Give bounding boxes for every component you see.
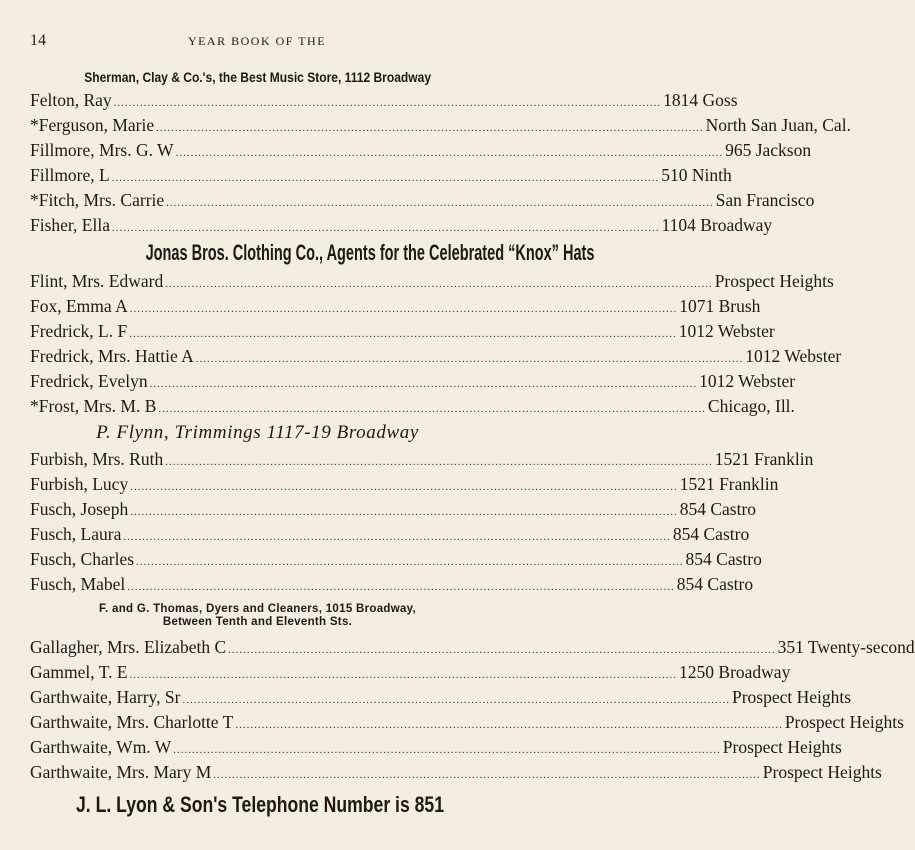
advertisement-line [30, 787, 485, 823]
entry-address: 1012 Webster [699, 371, 796, 391]
directory-entry [30, 163, 732, 188]
entry-name: Fredrick, L. F [30, 321, 128, 341]
advertisement-line [30, 238, 595, 268]
entry-address: Chicago, Ill. [707, 396, 795, 416]
entry-name: Fusch, Joseph [30, 499, 129, 519]
entry-address: 854 Castro [672, 524, 750, 544]
directory-entry [30, 447, 814, 472]
entry-address: North San Juan, Cal. [705, 115, 851, 135]
directory-entry [30, 572, 754, 597]
advertisement-text: J. L. Lyon & Son's Telephone Number is 851 [76, 792, 444, 817]
directory-entry [30, 497, 757, 522]
entry-address: Prospect Heights [762, 762, 882, 782]
leader-dots [235, 713, 783, 738]
leader-dots [165, 450, 713, 475]
page-header [30, 32, 484, 52]
directory-entry [30, 710, 904, 735]
directory-entry [30, 760, 882, 785]
leader-dots [130, 663, 678, 688]
entry-address: 1104 Broadway [661, 215, 773, 235]
advertisement-text: Sherman, Clay & Co.'s, the Best Music Store, 1112 Broadway [84, 69, 431, 85]
entry-address: 854 Castro [676, 574, 754, 594]
entry-name: Garthwaite, Mrs. Mary M [30, 762, 212, 782]
entry-address: 854 Castro [679, 499, 757, 519]
directory-entry [30, 635, 915, 660]
entry-address: 854 Castro [685, 549, 762, 569]
advertisement-text: F. and G. Thomas, Dyers and Cleaners, 1015 Broadway, [98, 603, 417, 615]
entry-name: Felton, Ray [30, 90, 112, 110]
entry-address: 510 Ninth [661, 165, 732, 185]
entry-name: *Ferguson, Marie [30, 115, 155, 135]
entry-address: Prospect Heights [731, 687, 852, 707]
entry-name: Garthwaite, Harry, Sr [30, 687, 181, 707]
leader-dots [173, 738, 721, 763]
directory-entry [30, 735, 842, 760]
leader-dots [130, 475, 678, 500]
entry-name: Fredrick, Mrs. Hattie A [30, 346, 194, 366]
entry-address: 1250 Broadway [679, 662, 791, 682]
leader-dots [127, 575, 675, 600]
directory-entry [30, 369, 796, 394]
directory-entry [30, 660, 791, 685]
advertisement-line [30, 66, 485, 88]
entry-address: 351 Twenty-second [777, 637, 915, 657]
directory-entry [30, 547, 762, 572]
leader-dots [196, 347, 744, 372]
leader-dots [130, 500, 678, 525]
page-number: 14 [30, 32, 46, 49]
entry-name: Fillmore, L [30, 165, 110, 185]
leader-dots [114, 91, 662, 116]
leader-dots [213, 763, 761, 788]
advertisement-text: Between Tenth and Eleventh Sts. [162, 616, 353, 628]
leader-dots [176, 141, 724, 166]
entry-address: 1521 Franklin [679, 474, 779, 494]
directory-entry [30, 138, 812, 163]
directory-entry [30, 213, 773, 238]
directory-entry [30, 188, 815, 213]
entry-address: 1071 Brush [679, 296, 761, 316]
leader-dots [150, 372, 698, 397]
running-title: YEAR BOOK OF THE [187, 34, 327, 48]
leader-dots [165, 272, 713, 297]
directory-entry [30, 113, 851, 138]
entry-name: *Fitch, Mrs. Carrie [30, 190, 165, 210]
entry-name: Gammel, T. E [30, 662, 128, 682]
leader-dots [129, 322, 677, 347]
advertisement-text: P. Flynn, Trimmings 1117-19 Broadway [96, 422, 419, 443]
leader-dots [130, 297, 678, 322]
leader-dots [123, 525, 671, 550]
entry-name: Fusch, Mabel [30, 574, 126, 594]
directory-entry [30, 685, 852, 710]
leader-dots [112, 166, 660, 191]
directory-entry [30, 319, 775, 344]
entry-name: Furbish, Lucy [30, 474, 129, 494]
directory-entry [30, 344, 842, 369]
directory-listing [30, 66, 915, 823]
leader-dots [156, 116, 704, 141]
entry-name: Gallagher, Mrs. Elizabeth C [30, 637, 227, 657]
leader-dots [182, 688, 730, 713]
entry-address: 1012 Webster [678, 321, 775, 341]
advertisement-line [30, 419, 485, 447]
directory-entry [30, 88, 738, 113]
advertisement-text: Jonas Bros. Clothing Co., Agents for the Celebrated “Knox” Hats [145, 240, 595, 265]
entry-name: Fusch, Laura [30, 524, 122, 544]
entry-address: San Francisco [715, 190, 815, 210]
entry-name: Fox, Emma A [30, 296, 128, 316]
entry-name: Fusch, Charles [30, 549, 135, 569]
entry-name: Garthwaite, Mrs. Charlotte T [30, 712, 234, 732]
directory-entry [30, 269, 834, 294]
entry-address: 965 Jackson [725, 140, 812, 160]
advertisement-line [30, 597, 485, 635]
directory-entry [30, 522, 750, 547]
directory-entry [30, 294, 761, 319]
entry-address: 1521 Franklin [714, 449, 814, 469]
entry-name: Fisher, Ella [30, 215, 110, 235]
leader-dots [136, 550, 684, 575]
entry-address: Prospect Heights [784, 712, 904, 732]
entry-address: Prospect Heights [722, 737, 842, 757]
directory-entry [30, 472, 779, 497]
entry-name: Flint, Mrs. Edward [30, 271, 164, 291]
entry-name: *Frost, Mrs. M. B [30, 396, 157, 416]
leader-dots [166, 191, 714, 216]
directory-entry [30, 394, 795, 419]
entry-name: Garthwaite, Wm. W [30, 737, 172, 757]
entry-address: 1012 Webster [745, 346, 842, 366]
entry-address: Prospect Heights [714, 271, 834, 291]
entry-name: Fillmore, Mrs. G. W [30, 140, 174, 160]
entry-name: Furbish, Mrs. Ruth [30, 449, 164, 469]
entry-address: 1814 Goss [663, 90, 738, 110]
entry-name: Fredrick, Evelyn [30, 371, 148, 391]
